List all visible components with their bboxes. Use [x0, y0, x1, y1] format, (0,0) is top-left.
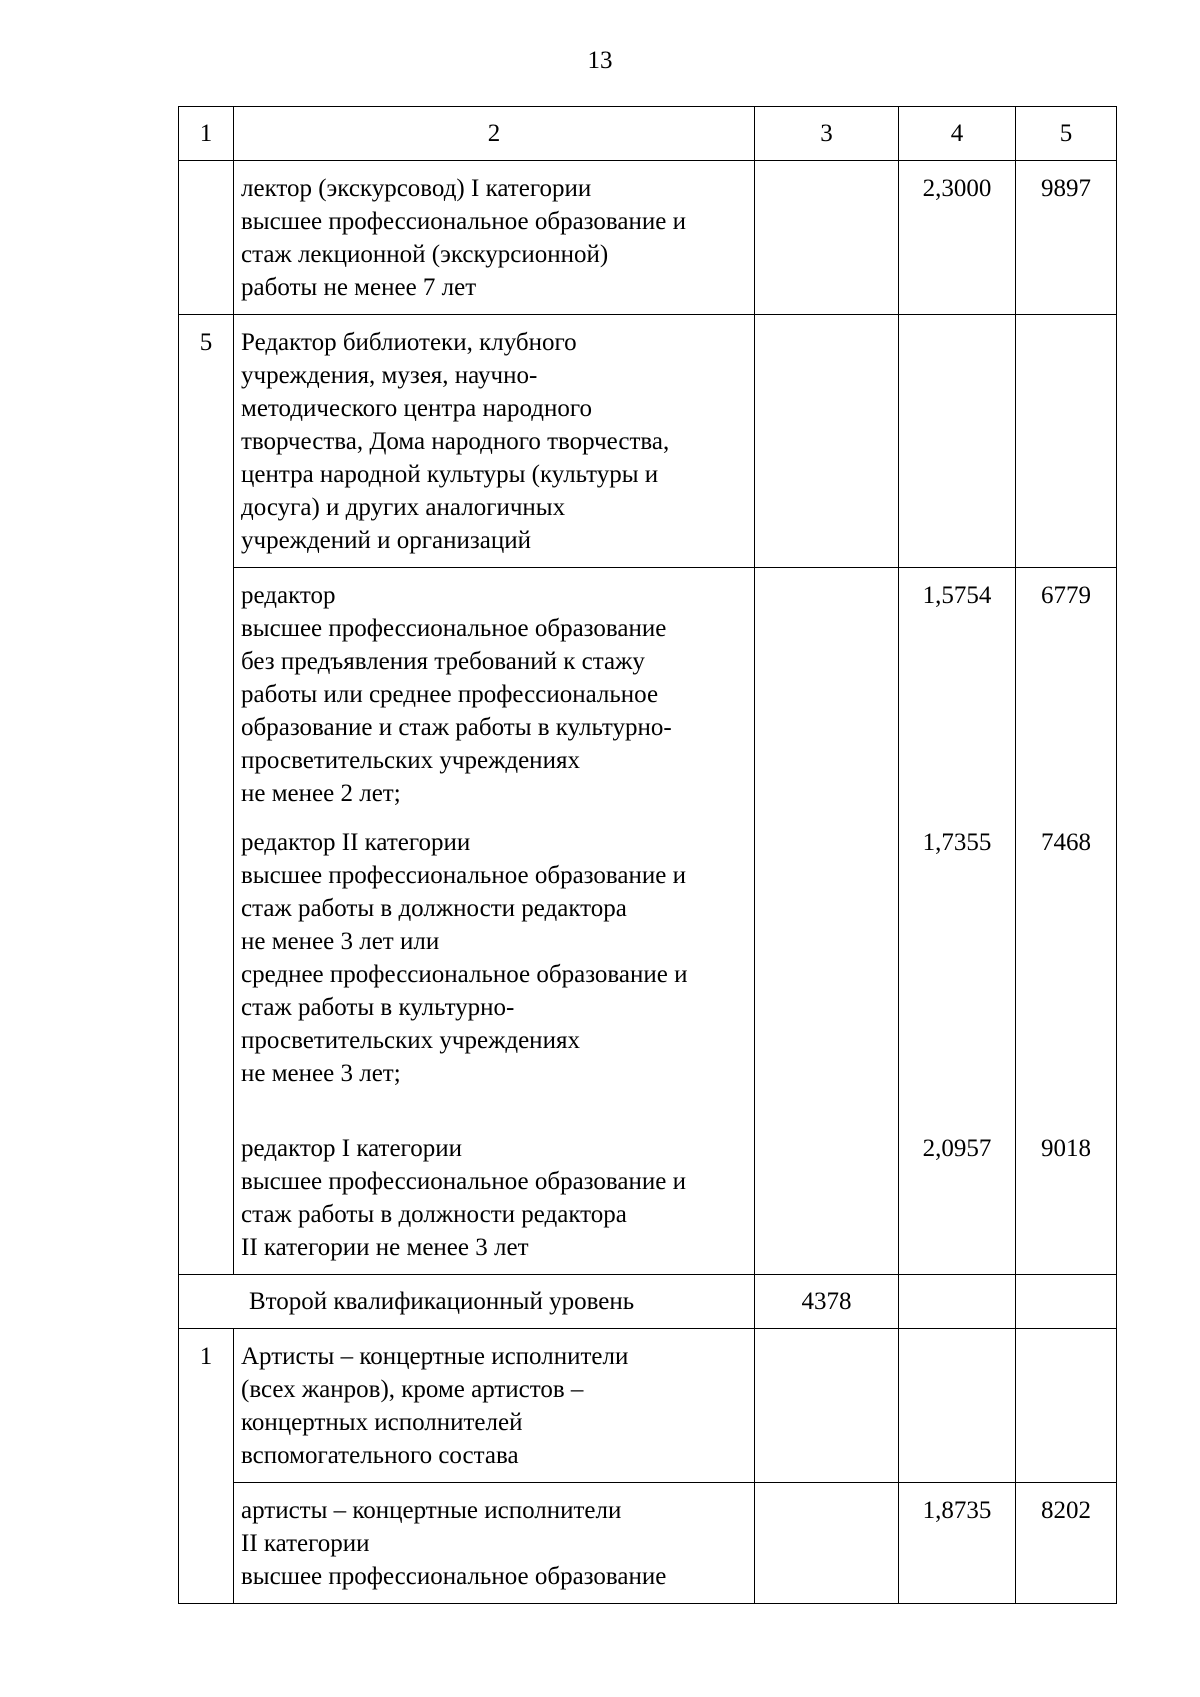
requirement-text: высшее профессиональное образование и	[241, 208, 686, 235]
requirement-text: работы не менее 7 лет	[241, 274, 477, 301]
salary-cell	[1016, 568, 1117, 1275]
qualification-level-label: Второй квалификационный уровень	[249, 1288, 635, 1315]
position-text: редактор II категории	[241, 829, 471, 856]
table-header-row	[179, 107, 1117, 161]
position-text: лектор (экскурсовод) I категории	[241, 175, 592, 202]
position-cell	[234, 161, 755, 315]
group-text: досуга) и других аналогичных	[241, 494, 566, 521]
header-cell: 5	[1016, 107, 1117, 161]
requirement-text: работы или среднее профессиональное	[241, 681, 659, 708]
requirement-text: не менее 3 лет или	[241, 928, 440, 955]
table-row	[179, 161, 1117, 315]
position-group-cell	[234, 1329, 755, 1483]
requirement-text: стаж работы в культурно-	[241, 994, 515, 1021]
group-text: вспомогательного состава	[241, 1442, 519, 1469]
group-text: (всех жанров), кроме артистов –	[241, 1376, 584, 1403]
table-row	[179, 568, 1117, 1275]
salary-cell	[1016, 1329, 1117, 1483]
group-text: методического центра народного	[241, 395, 592, 422]
requirement-text: не менее 3 лет;	[241, 1060, 401, 1087]
editor-block	[241, 579, 748, 810]
coefficient-value: 1,8735	[922, 1497, 992, 1524]
coefficient-cell	[899, 568, 1016, 1275]
salary-cell	[1016, 315, 1117, 568]
coefficient-cell	[899, 315, 1016, 568]
base-salary-cell	[755, 568, 899, 1275]
requirement-text: высшее профессиональное образование и	[241, 862, 686, 889]
requirement-text: высшее профессиональное образование	[241, 1563, 667, 1590]
base-salary-cell	[755, 1483, 899, 1604]
requirement-text: просветительских учреждениях	[241, 747, 580, 774]
base-salary-cell	[755, 315, 899, 568]
requirement-text: не менее 2 лет;	[241, 780, 401, 807]
position-text: редактор I категории	[241, 1135, 462, 1162]
coefficient-cell	[899, 1275, 1016, 1329]
header-cell: 2	[234, 107, 755, 161]
row-number: 5	[199, 329, 213, 356]
header-cell: 3	[755, 107, 899, 161]
group-text: учреждения, музея, научно-	[241, 362, 538, 389]
salary-cell	[1016, 1275, 1117, 1329]
salary-cell	[1016, 161, 1117, 315]
position-text: артисты – концертные исполнители	[241, 1497, 622, 1524]
base-salary-value: 4378	[801, 1288, 852, 1315]
group-text: Редактор библиотеки, клубного	[241, 329, 577, 356]
coefficient-value: 1,7355	[922, 829, 992, 856]
coefficient-value: 1,5754	[922, 582, 992, 609]
salary-value: 6779	[1041, 582, 1091, 609]
qualification-level-cell	[179, 1275, 755, 1329]
salary-value: 9897	[1041, 175, 1091, 202]
requirement-text: стаж лекционной (экскурсионной)	[241, 241, 609, 268]
editor-2-block	[241, 826, 748, 1090]
position-cell	[234, 568, 755, 1275]
salary-cell	[1016, 1483, 1117, 1604]
salary-value: 7468	[1041, 829, 1091, 856]
coefficient-cell	[899, 161, 1016, 315]
table-row	[179, 315, 1117, 568]
position-group-cell	[234, 315, 755, 568]
coefficient-value: 2,3000	[922, 175, 992, 202]
position-cell	[234, 1483, 755, 1604]
requirement-text: просветительских учреждениях	[241, 1027, 580, 1054]
requirement-text: без предъявления требований к стажу	[241, 648, 645, 675]
requirement-text: стаж работы в должности редактора	[241, 895, 627, 922]
group-text: учреждений и организаций	[241, 527, 531, 554]
qualification-level-row	[179, 1275, 1117, 1329]
group-text: творчества, Дома народного творчества,	[241, 428, 670, 455]
group-text: концертных исполнителей	[241, 1409, 523, 1436]
salary-value: 9018	[1041, 1135, 1091, 1162]
row-number: 1	[199, 1343, 213, 1370]
position-text: редактор	[241, 582, 336, 609]
group-text: Артисты – концертные исполнители	[241, 1343, 629, 1370]
row-number-cell	[179, 1329, 234, 1604]
salary-table	[178, 106, 1117, 1604]
salary-value: 8202	[1041, 1497, 1091, 1524]
group-text: центра народной культуры (культуры и	[241, 461, 659, 488]
row-number-cell	[179, 161, 234, 315]
table-row	[179, 1483, 1117, 1604]
requirement-text: среднее профессиональное образование и	[241, 961, 688, 988]
base-salary-cell	[755, 161, 899, 315]
requirement-text: высшее профессиональное образование	[241, 615, 667, 642]
base-salary-cell	[755, 1329, 899, 1483]
coefficient-cell	[899, 1483, 1016, 1604]
row-number-cell	[179, 315, 234, 1275]
position-text: II категории	[241, 1530, 370, 1557]
header-cell: 1	[179, 107, 234, 161]
coefficient-value: 2,0957	[922, 1135, 992, 1162]
requirement-text: образование и стаж работы в культурно-	[241, 714, 672, 741]
requirement-text: стаж работы в должности редактора	[241, 1201, 627, 1228]
requirement-text: высшее профессиональное образование и	[241, 1168, 686, 1195]
table-row	[179, 1329, 1117, 1483]
page-number: 13	[587, 47, 613, 74]
requirement-text: II категории не менее 3 лет	[241, 1234, 529, 1261]
base-salary-cell	[755, 1275, 899, 1329]
header-cell: 4	[899, 107, 1016, 161]
coefficient-cell	[899, 1329, 1016, 1483]
editor-1-block	[241, 1132, 748, 1264]
